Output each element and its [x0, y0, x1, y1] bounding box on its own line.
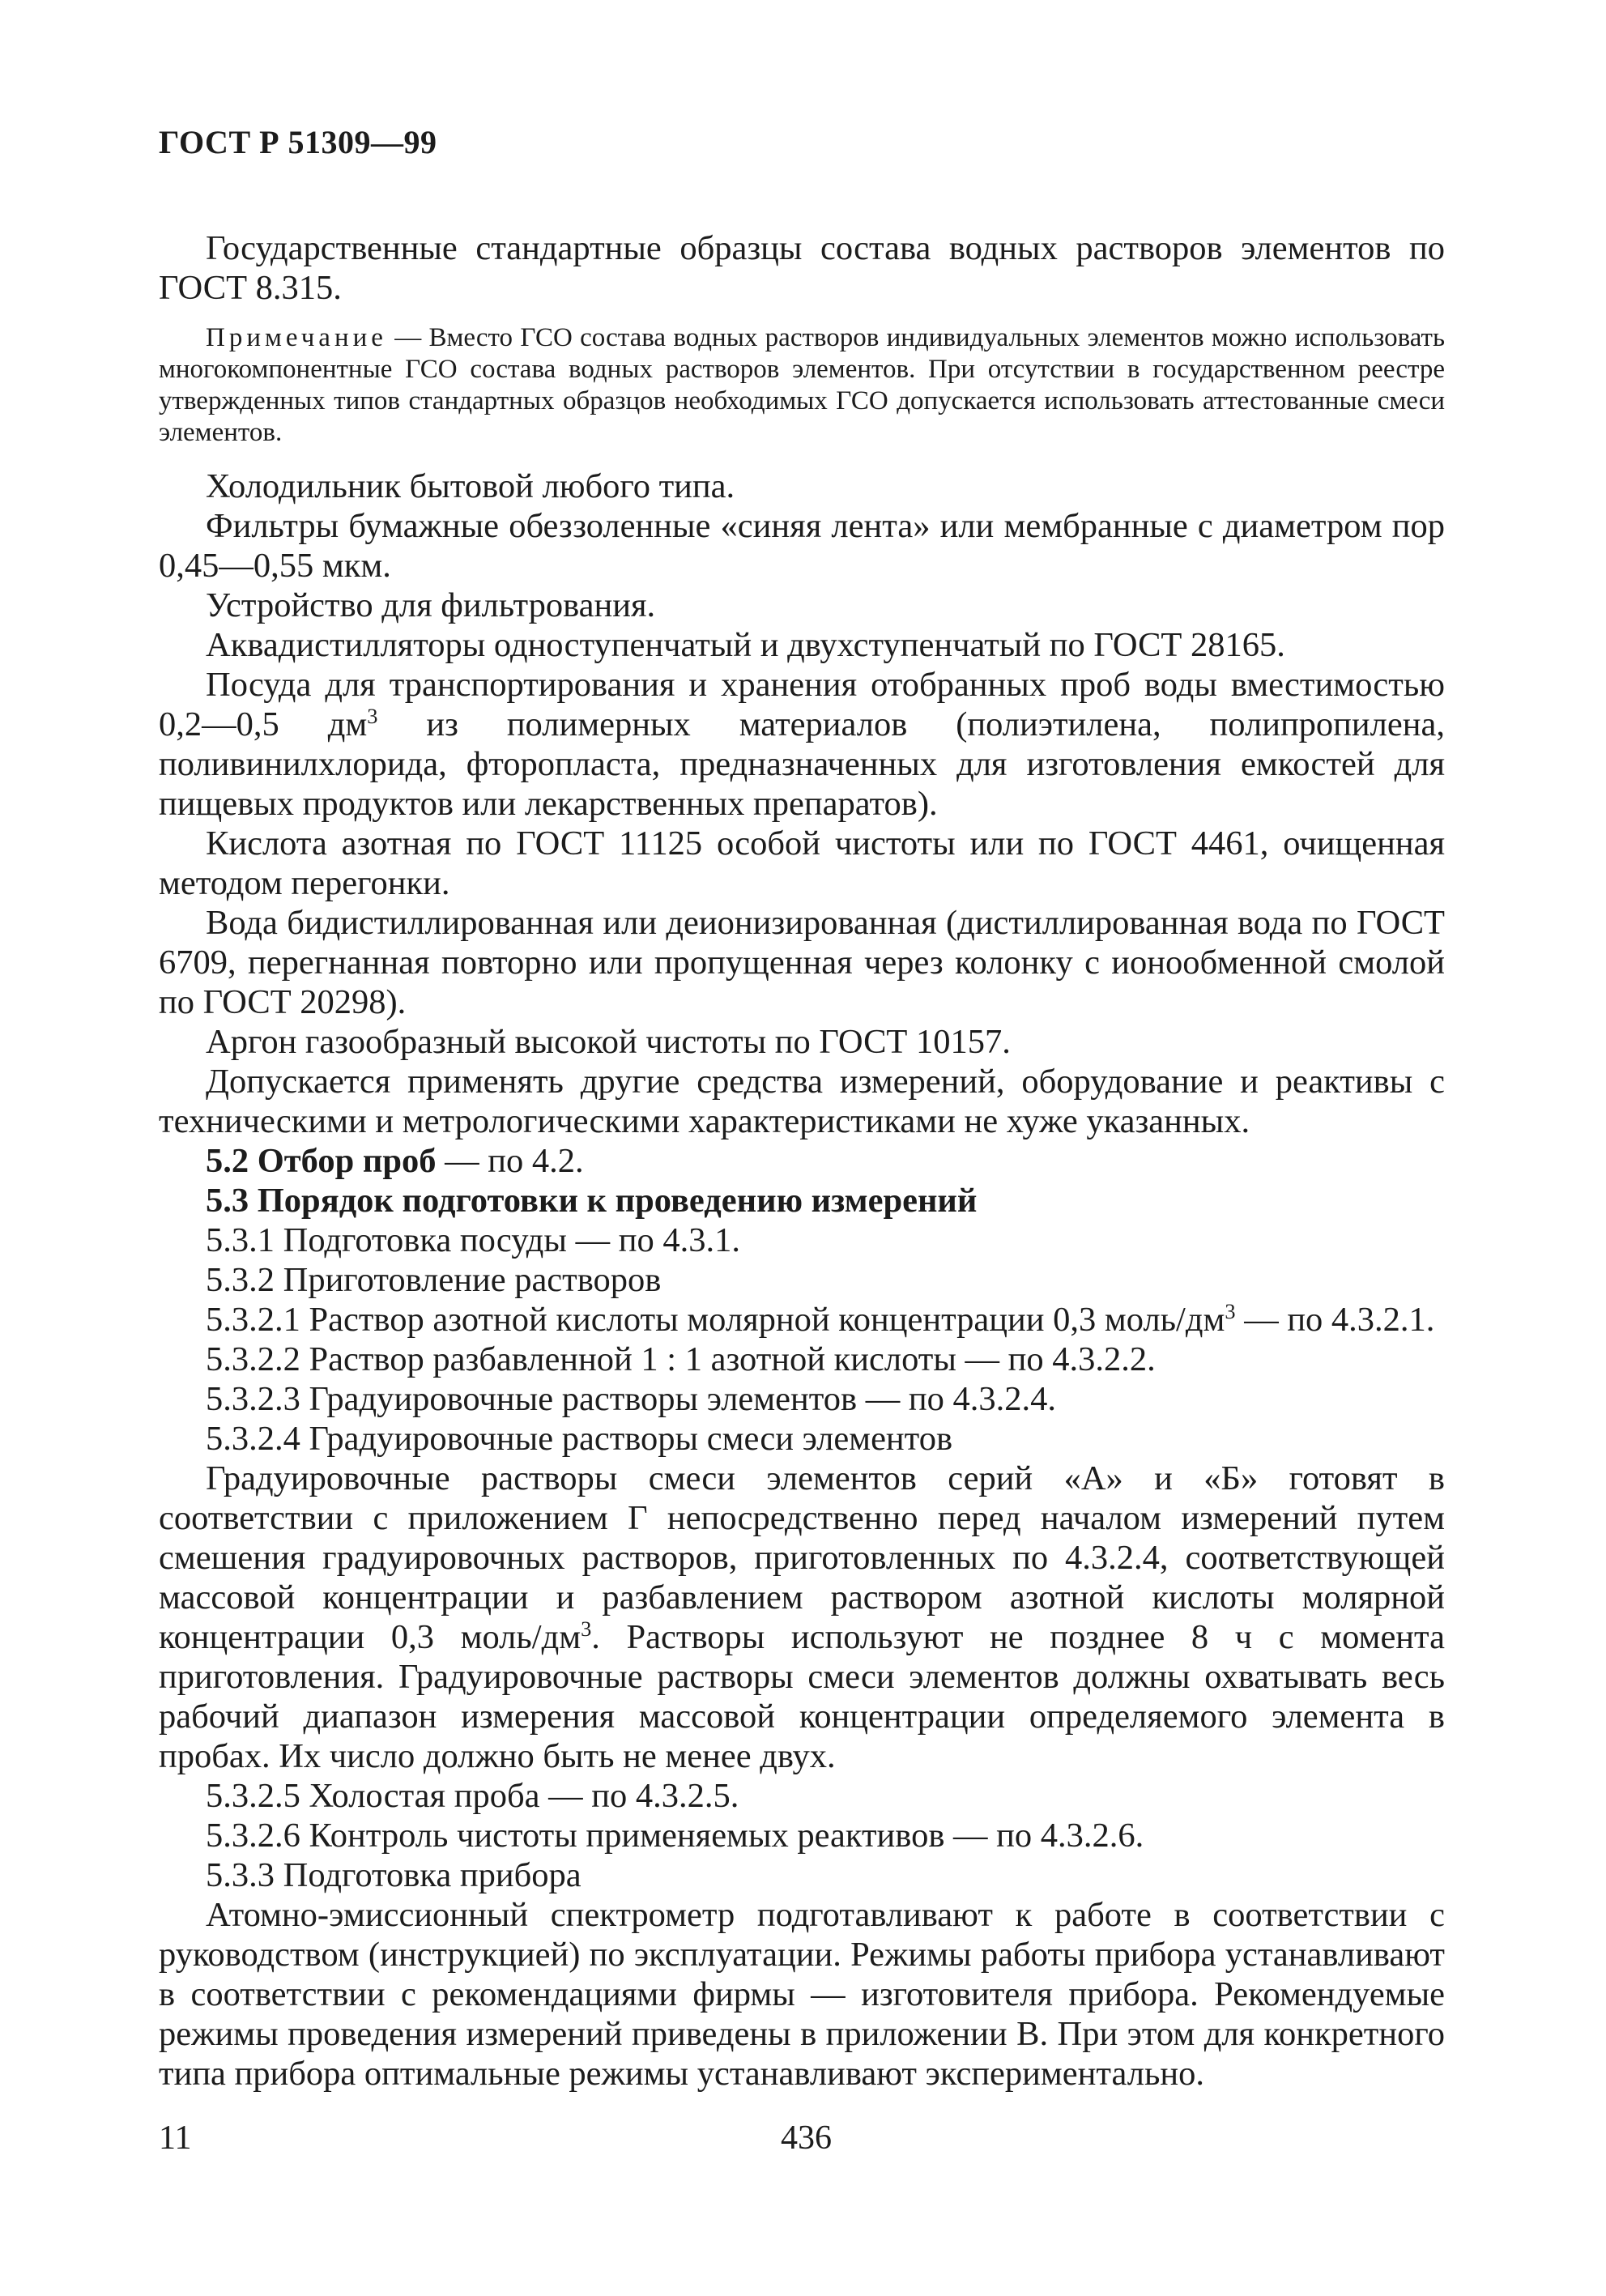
paragraph-filtration-device: Устройство для фильтрования.	[206, 586, 656, 624]
footer-left-number: 11	[159, 2119, 192, 2157]
section-5-2	[159, 1141, 1445, 1181]
section-5-3	[159, 1181, 1445, 1220]
document-header: ГОСТ Р 51309—99	[159, 124, 437, 160]
paragraph-allowed-means: Допускается применять другие средства измерений, оборудование и реактивы с техническими и метрологическими характеристиками не хуже указанных.	[159, 1063, 1445, 1140]
paragraph-argon: Аргон газообразный высокой чистоты по ГОСТ 10157.	[206, 1023, 1011, 1061]
paragraph-nitric-acid: Кислота азотная по ГОСТ 11125 особой чистоты или по ГОСТ 4461, очищенная методом перегонки.	[159, 824, 1445, 902]
section-5-3-2-6: 5.3.2.6 Контроль чистоты применяемых реактивов — по 4.3.2.6.	[206, 1817, 1144, 1855]
section-5-3-3: 5.3.3 Подготовка прибора	[206, 1856, 581, 1894]
note-text: — Вместо ГСО состава водных растворов индивидуальных элементов можно использовать многокомпонентные ГСО состава водных растворов элементов. При отсутствии в государственном реестре утвержденных типов стандартных образцов необходимых ГСО допускается использовать аттестованные смеси элементов.	[159, 323, 1445, 447]
paragraph-containers	[159, 665, 1445, 824]
calibration-text-b: . Растворы используют не позднее 8 ч с момента приготовления. Градуировочные растворы смеси элементов должны охватывать весь рабочий диапазон измерения массовой концентрации определяемого элемента в пробах. Их число должно быть не менее двух.	[159, 1618, 1446, 1775]
note-paragraph	[159, 322, 1445, 449]
page-number: 436	[781, 2119, 832, 2157]
section-5-3-2-3: 5.3.2.3 Градуировочные растворы элементов — по 4.3.2.4.	[206, 1380, 1056, 1418]
section-5-3-2: 5.3.2 Приготовление растворов	[206, 1261, 662, 1299]
paragraph-water: Вода бидистиллированная или деионизированная (дистиллированная вода по ГОСТ 6709, перегнанная повторно или пропущенная через колонку с ионообменной смолой по ГОСТ 20298).	[159, 904, 1445, 1021]
section-5-3-2-2: 5.3.2.2 Раствор разбавленной 1 : 1 азотной кислоты — по 4.3.2.2.	[206, 1340, 1156, 1378]
paragraph-filters: Фильтры бумажные обеззоленные «синяя лента» или мембранные с диаметром пор 0,45—0,55 мкм.	[159, 507, 1445, 585]
section-5-3-2-4: 5.3.2.4 Градуировочные растворы смеси элементов	[206, 1420, 953, 1458]
section-5-3-1: 5.3.1 Подготовка посуды — по 4.3.1.	[206, 1221, 740, 1259]
calibration-superscript: 3	[581, 1617, 592, 1641]
section-5-3-2-1	[159, 1300, 1445, 1340]
section-5-2-text: — по 4.2.	[436, 1142, 584, 1180]
paragraph-spectrometer: Атомно-эмиссионный спектрометр подготавливают к работе в соответствии с руководством (инструкцией) по эксплуатации. Режимы работы прибора устанавливают в соответствии с рекомендациями фирмы — изготовителя прибора. Рекомендуемые режимы проведения измерений приведены в приложении В. При этом для конкретного типа прибора оптимальные режимы устанавливают экспериментально.	[159, 1896, 1445, 2093]
paragraph-distillers: Аквадистилляторы одноступенчатый и двухступенчатый по ГОСТ 28165.	[206, 626, 1285, 664]
section-5-2-title: 5.2 Отбор проб	[206, 1142, 437, 1180]
paragraph-calibration-mix	[159, 1459, 1445, 1776]
containers-superscript: 3	[367, 704, 378, 728]
section-5-3-2-5: 5.3.2.5 Холостая проба — по 4.3.2.5.	[206, 1777, 739, 1815]
calibration-text-a: Градуировочные растворы смеси элементов серий «А» и «Б» готовят в соответствии с приложением Г непосредственно перед началом измерений путем смешения градуировочных растворов, приготовленных по 4.3.2.4, соответствующей массовой концентрации и разбавлением раствором азотной кислоты молярной концентрации 0,3 моль/дм	[159, 1459, 1445, 1656]
containers-text-a: Посуда для транспортирования и хранения отобранных проб воды вместимостью 0,2—0,5 дм	[159, 666, 1445, 743]
section-5-3-title: 5.3 Порядок подготовки к проведению измерений	[206, 1182, 978, 1220]
section-5-3-2-1-text-b: — по 4.3.2.1.	[1235, 1301, 1435, 1339]
note-label: Примечание	[206, 323, 387, 352]
section-5-3-2-1-superscript: 3	[1225, 1299, 1236, 1323]
containers-text-b: из полимерных материалов (полиэтилена, полипропилена, поливинилхлорида, фторопласта, предназначенных для изготовления емкостей для пищевых продуктов или лекарственных препаратов).	[159, 705, 1445, 823]
paragraph-refrigerator: Холодильник бытовой любого типа.	[206, 467, 735, 505]
document-body	[159, 228, 1445, 2094]
section-5-3-2-1-text-a: 5.3.2.1 Раствор азотной кислоты молярной концентрации 0,3 моль/дм	[206, 1301, 1225, 1339]
paragraph-gso: Государственные стандартные образцы состава водных растворов элементов по ГОСТ 8.315.	[159, 229, 1445, 307]
